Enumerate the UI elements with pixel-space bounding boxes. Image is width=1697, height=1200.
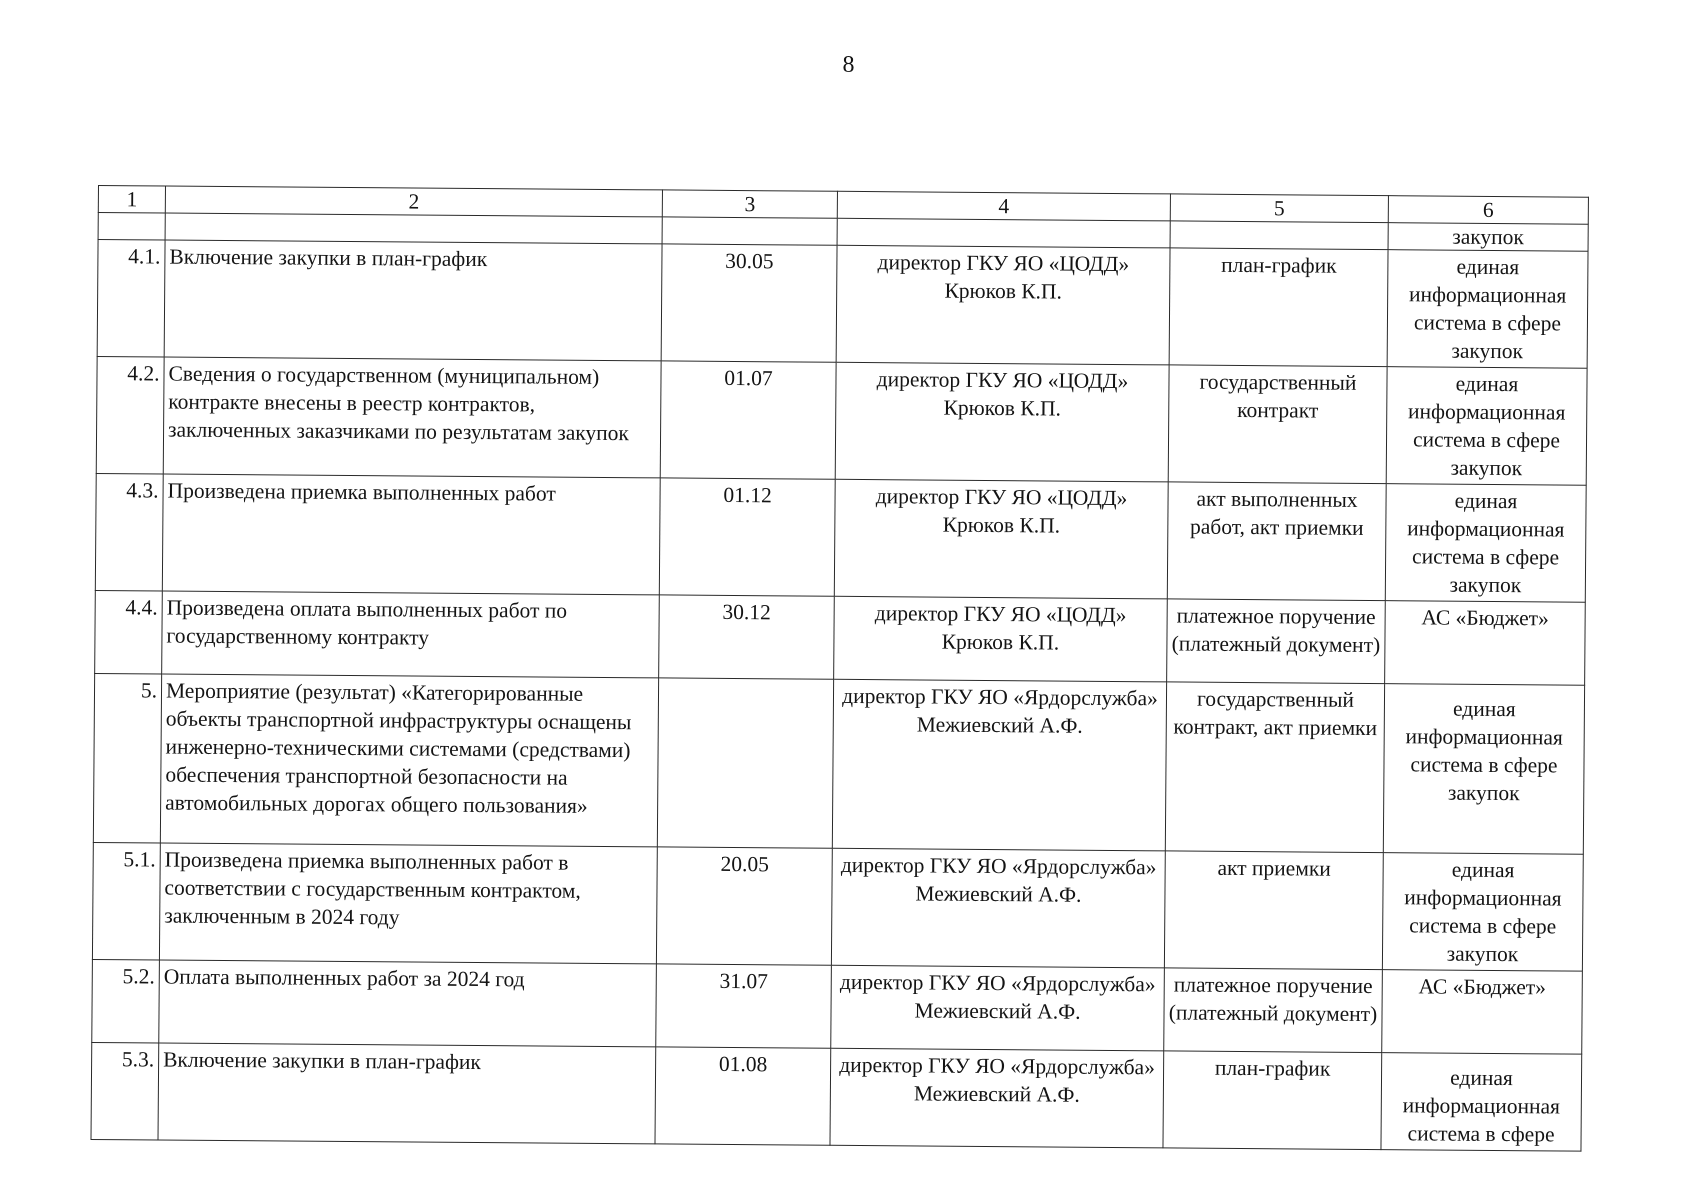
- row-responsible: директор ГКУ ЯО «ЦОДД» Крюков К.П.: [835, 362, 1169, 482]
- row-responsible: директор ГКУ ЯО «Ярдорслужба» Межиевский А.Ф.: [832, 679, 1166, 851]
- row-document: акт выполненных работ, акт приемки: [1167, 482, 1386, 601]
- plan-table: [90, 185, 1588, 1152]
- table-row: [96, 356, 1587, 485]
- row-number: 4.3.: [95, 473, 163, 591]
- row-number: 5.2.: [92, 959, 160, 1043]
- row-date: 30.05: [661, 244, 837, 362]
- row-number: 4.2.: [96, 356, 164, 474]
- row-information-system: АС «Бюджет»: [1385, 601, 1586, 686]
- row-date: 01.07: [660, 361, 836, 479]
- row-document: государственный контракт: [1168, 365, 1387, 484]
- row-information-system: единая информационная система в сфере закупок: [1382, 853, 1583, 972]
- row-activity: Включение закупки в план-график: [164, 240, 662, 361]
- column-number-4: 4: [837, 191, 1170, 221]
- page-number: 8: [842, 52, 855, 78]
- row-information-system: АС «Бюджет»: [1382, 970, 1583, 1055]
- row-activity: Сведения о государственном (муниципальном) контракте внесены в реестр контрактов, заключенных заказчиками по результатам закупок: [163, 357, 661, 478]
- row-date: [657, 678, 833, 848]
- row-responsible: директор ГКУ ЯО «Ярдорслужба» Межиевский А.Ф.: [831, 848, 1165, 968]
- column-number-3: 3: [662, 190, 837, 218]
- row-date: 20.05: [656, 847, 832, 965]
- row-responsible: директор ГКУ ЯО «ЦОДД» Крюков К.П.: [834, 596, 1168, 682]
- row-responsible: директор ГКУ ЯО «Ярдорслужба» Межиевский А.Ф.: [831, 965, 1165, 1051]
- row-date: 01.08: [655, 1047, 831, 1145]
- row-activity: Произведена оплата выполненных работ по государственному контракту: [162, 591, 660, 678]
- row-document: государственный контракт, акт приемки: [1165, 682, 1384, 853]
- continuation-system-cell: закупок: [1388, 223, 1588, 252]
- column-number-1: 1: [98, 186, 165, 214]
- table-row: [97, 240, 1588, 369]
- row-information-system: единая информационная система в сфере закупок: [1386, 367, 1587, 486]
- table-row: [95, 590, 1586, 685]
- row-document: платежное поручение (платежный документ): [1164, 968, 1383, 1053]
- row-document: план-график: [1163, 1051, 1382, 1150]
- row-document: платежное поручение (платежный документ): [1167, 599, 1386, 684]
- row-activity: Произведена приемка выполненных работ: [162, 474, 660, 595]
- row-date: 30.12: [659, 595, 835, 679]
- table-row: [93, 673, 1584, 854]
- row-information-system: единая информационная система в сфере: [1381, 1053, 1582, 1152]
- row-information-system: единая информационная система в сфере закупок: [1383, 684, 1584, 855]
- row-activity: Произведена приемка выполненных работ в соответствии с государственным контрактом, заключенным в 2024 году: [159, 843, 657, 964]
- row-document: план-график: [1169, 248, 1388, 367]
- row-activity: Оплата выполненных работ за 2024 год: [159, 960, 657, 1047]
- row-number: 5.1.: [92, 842, 160, 960]
- table-row: [91, 1042, 1582, 1151]
- table-row: [92, 959, 1583, 1054]
- row-responsible: директор ГКУ ЯО «ЦОДД» Крюков К.П.: [834, 479, 1168, 599]
- column-number-6: 6: [1388, 196, 1588, 225]
- row-responsible: директор ГКУ ЯО «Ярдорслужба» Межиевский А.Ф.: [830, 1048, 1164, 1148]
- row-activity: Включение закупки в план-график: [158, 1043, 656, 1144]
- row-information-system: единая информационная система в сфере закупок: [1385, 484, 1586, 603]
- plan-table-container: [90, 185, 1587, 1152]
- table-row: [95, 473, 1586, 602]
- row-number: 5.: [93, 673, 161, 843]
- row-date: 01.12: [659, 478, 835, 596]
- column-number-5: 5: [1170, 194, 1388, 223]
- row-document: акт приемки: [1164, 851, 1383, 970]
- row-number: 4.1.: [97, 240, 165, 358]
- row-activity: Мероприятие (результат) «Категорированные объекты транспортной инфраструктуры оснащены инженерно-техническими системами (средствами) обеспечения транспортной безопасности на автомобильных дорогах общего пользования»: [160, 674, 658, 847]
- row-responsible: директор ГКУ ЯО «ЦОДД» Крюков К.П.: [836, 245, 1170, 365]
- row-information-system: единая информационная система в сфере закупок: [1387, 250, 1588, 369]
- column-number-2: 2: [165, 186, 662, 217]
- row-number: 4.4.: [95, 590, 163, 674]
- table-row: [92, 842, 1583, 971]
- row-number: 5.3.: [91, 1042, 159, 1140]
- row-date: 31.07: [656, 964, 832, 1048]
